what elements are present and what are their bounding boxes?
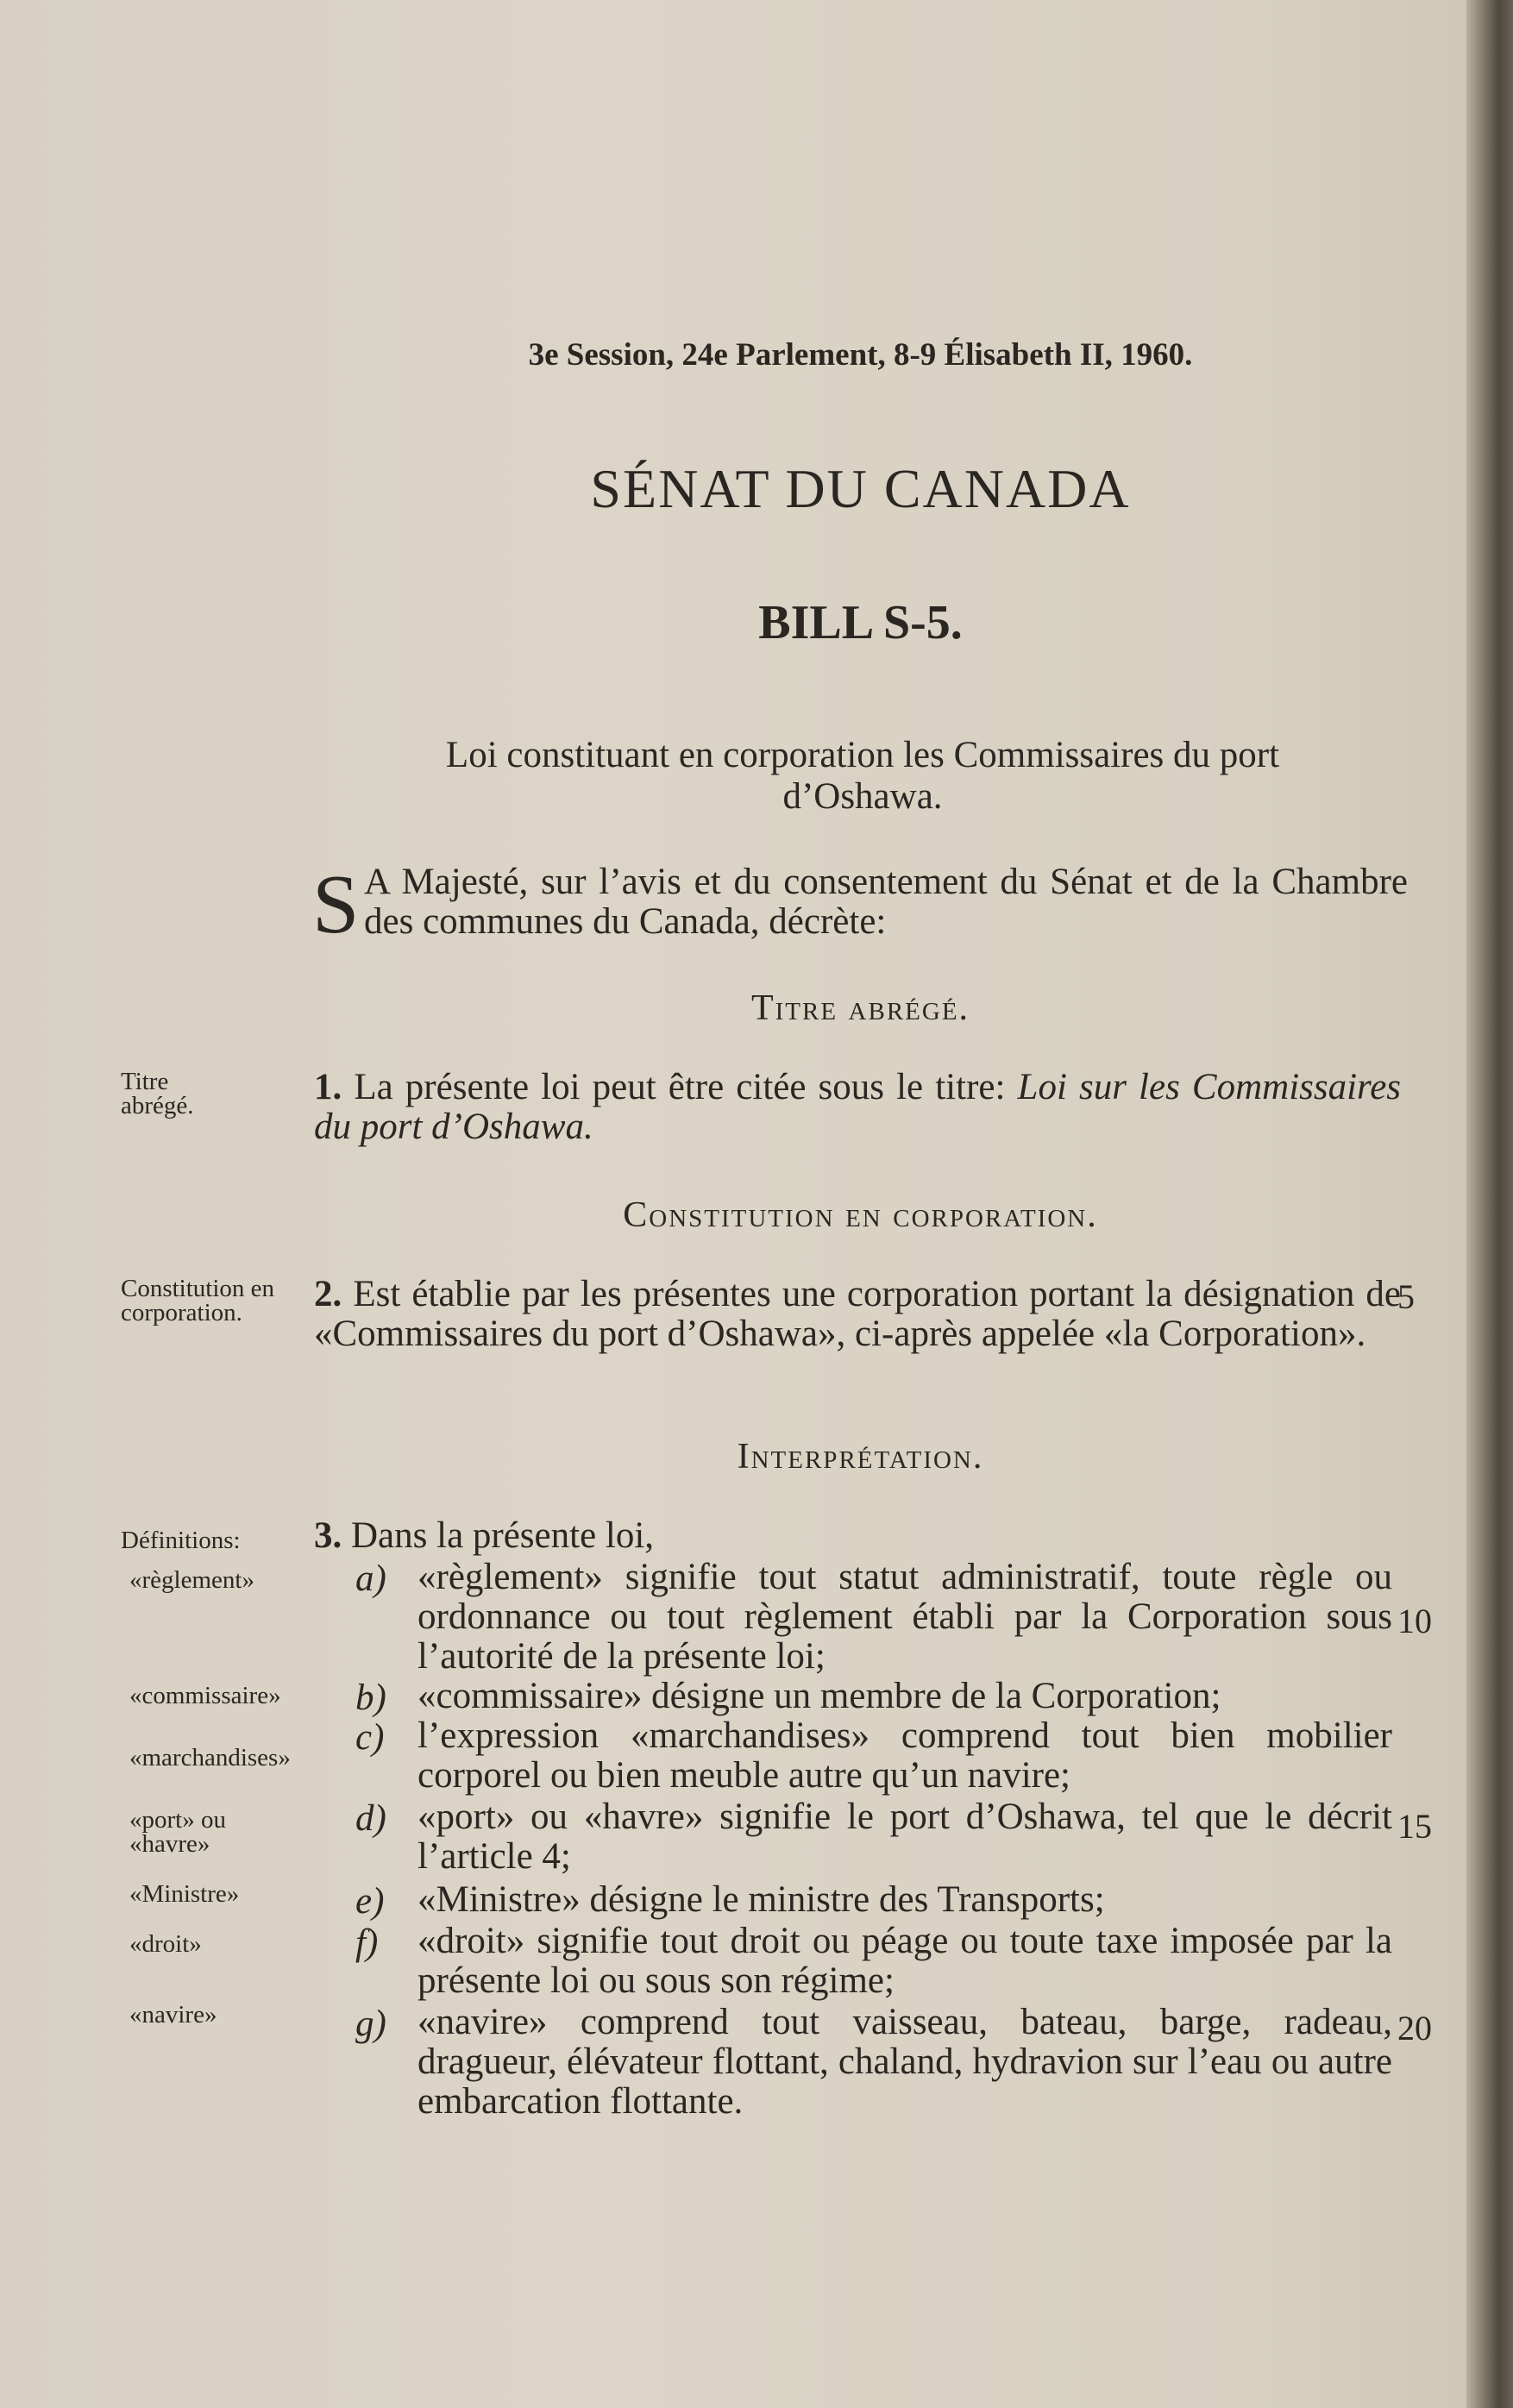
- margin-titre-abrege: Titre abrégé.: [121, 1068, 194, 1119]
- session-line: 3e Session, 24e Parlement, 8-9 Élisabeth II, 1960.: [528, 337, 1193, 373]
- section-2: [314, 1275, 1401, 1354]
- item-b-text: «commissaire» désigne un membre de la Corporation;: [417, 1676, 1221, 1716]
- item-a-text: «règlement» signifie tout statut administratif, toute règle ou ordonnance ou tout règlement établi par la Corporation sous l’autorité de la présente loi;: [417, 1557, 1392, 1677]
- line-number-5: 5: [1397, 1277, 1415, 1316]
- senate-title: SÉNAT DU CANADA: [590, 458, 1131, 519]
- margin-constitution: Constitution en corporation.: [121, 1275, 275, 1326]
- heading-interpretation: Interprétation.: [737, 1437, 984, 1477]
- margin-port-havre: «port» ou «havre»: [129, 1806, 226, 1858]
- item-d-letter: d): [355, 1798, 386, 1839]
- margin-ministre: «Ministre»: [129, 1880, 240, 1908]
- item-e-text: «Ministre» désigne le ministre des Transports;: [417, 1879, 1105, 1920]
- section-1-short-title: Loi sur les Commissaires du port d’Oshawa.: [314, 1067, 1402, 1147]
- long-title: Loi constituant en corporation les Commissaires du port d’Oshawa.: [445, 735, 1280, 817]
- margin-marchandises: «marchandises»: [129, 1744, 291, 1772]
- enacting-clause: A Majesté, sur l’avis et du consentement du Sénat et de la Chambre des communes du Canada, décrète:: [364, 862, 1408, 942]
- item-f-letter: f): [355, 1922, 379, 1963]
- item-a-letter: a): [355, 1558, 386, 1599]
- item-g-letter: g): [355, 2004, 386, 2044]
- section-2-text: Est établie par les présentes une corporation portant la désignation de «Commissaires du port d’Oshawa», ci-après appelée «la Corporation».: [314, 1274, 1402, 1354]
- margin-navire: «navire»: [129, 2001, 217, 2029]
- item-g-text: «navire» comprend tout vaisseau, bateau, barge, radeau, dragueur, élévateur flottant, chaland, hydravion sur l’eau ou autre embarcation flottante.: [417, 2002, 1392, 2122]
- item-e-letter: e): [355, 1881, 385, 1922]
- item-b-letter: b): [355, 1677, 386, 1718]
- bill-number: BILL S-5.: [758, 596, 963, 649]
- heading-constitution: Constitution en corporation.: [623, 1195, 1098, 1235]
- heading-titre-abrege: Titre abrégé.: [750, 988, 970, 1028]
- section-3-intro-text: Dans la présente loi,: [351, 1515, 655, 1556]
- section-1-text: La présente loi peut être citée sous le titre:: [354, 1067, 1018, 1107]
- line-number-20: 20: [1397, 2009, 1432, 2047]
- item-c-text: l’expression «marchandises» comprend tout bien mobilier corporel ou bien meuble autre qu’un navire;: [417, 1715, 1392, 1796]
- margin-definitions: Définitions:: [121, 1527, 241, 1554]
- section-3-intro: [314, 1516, 1401, 1556]
- section-1: [314, 1068, 1401, 1147]
- section-3-number: 3.: [314, 1515, 342, 1556]
- margin-commissaire: «commissaire»: [129, 1682, 281, 1709]
- margin-droit: «droit»: [129, 1930, 202, 1958]
- section-2-number: 2.: [314, 1274, 342, 1314]
- line-number-10: 10: [1397, 1602, 1432, 1640]
- section-1-number: 1.: [314, 1067, 342, 1107]
- item-c-letter: c): [355, 1717, 385, 1758]
- drop-cap: S: [312, 858, 360, 951]
- item-f-text: «droit» signifie tout droit ou péage ou toute taxe imposée par la présente loi ou sous son régime;: [417, 1921, 1392, 2001]
- item-d-text: «port» ou «havre» signifie le port d’Oshawa, tel que le décrit l’article 4;: [417, 1797, 1392, 1877]
- line-number-15: 15: [1397, 1807, 1432, 1846]
- margin-reglement: «règlement»: [129, 1566, 254, 1594]
